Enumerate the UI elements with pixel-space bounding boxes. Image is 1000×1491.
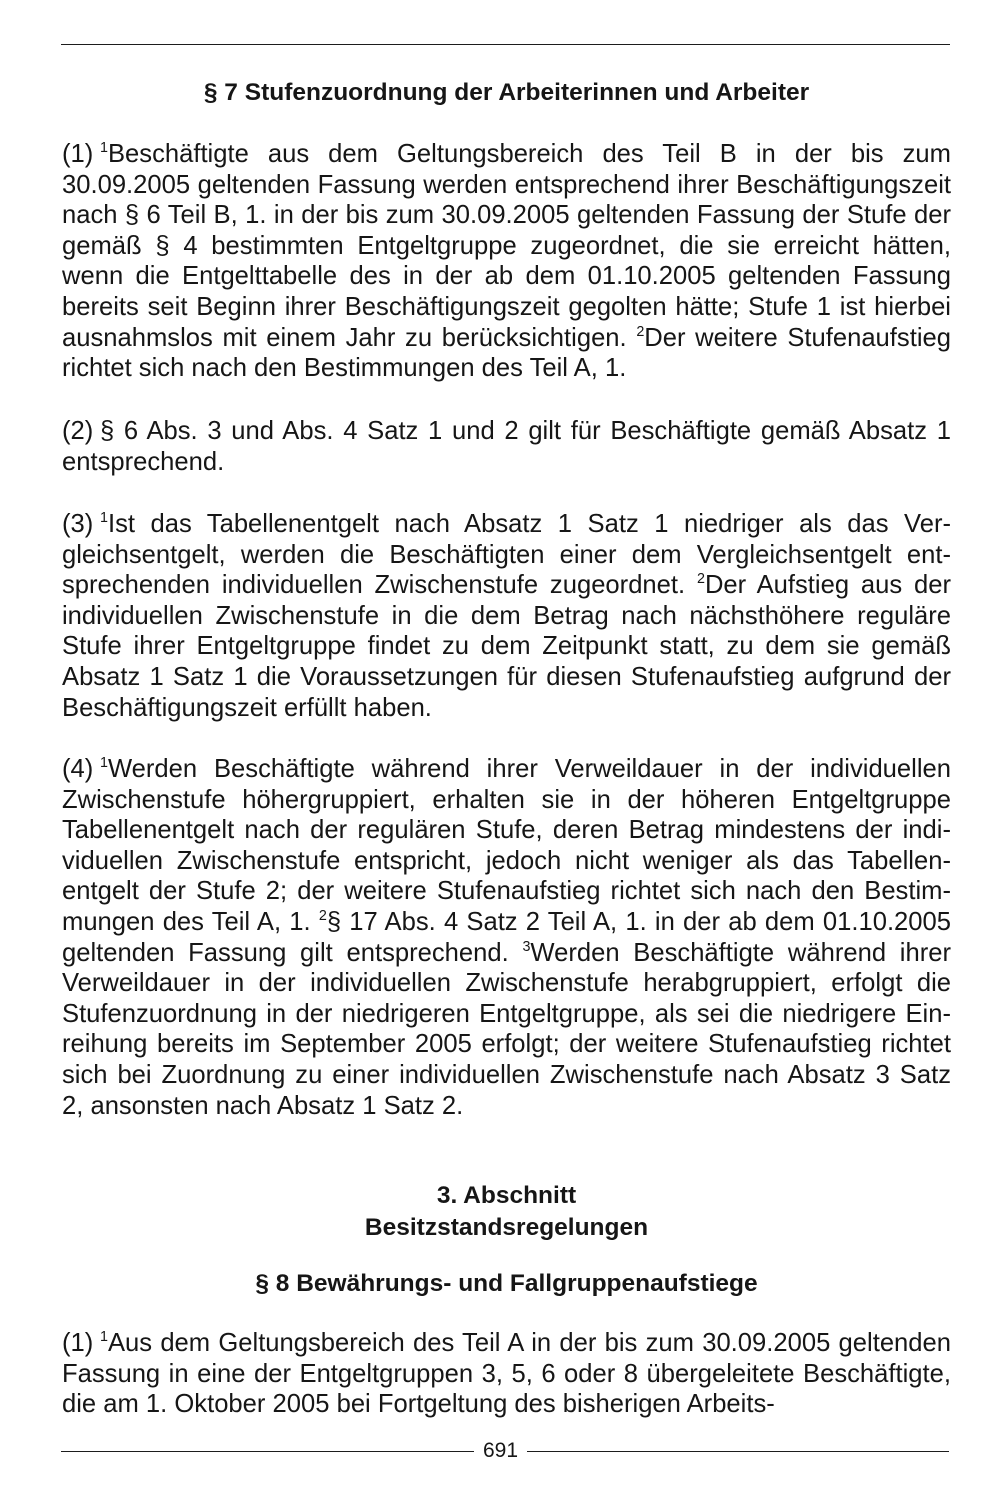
sentence-number: 1	[100, 509, 108, 526]
abschnitt-title: Besitzstandsregelungen	[364, 1213, 649, 1241]
sentence-text: Beschäftigte aus dem Geltungsbereich des Teil B in der bis zum 30.09.2005 geltenden Fassung werden entsprechend ihrer Beschäftigungszeit nach § 6 Teil B, 1. in der bis zum 30.09.2005 geltenden Fassung der Stufe der gemäß § 4 bestimmten Entgeltgruppe zugeordnet, die sie erreicht hätten, wenn die Entgelttabelle des in der ab dem 01.10.2005 geltenden Fassung bereits seit Beginn ihrer Beschäftigungszeit gegolten hätte; Stufe 1 ist hierbei ausnahmslos mit einem Jahr zu berücksichtigen.	[62, 140, 951, 352]
sentence-text: Aus dem Geltungsbereich des Teil A in der bis zum 30.09.2005 geltenden Fassung in eine der Entgeltgruppen 3, 5, 6 oder 8 übergeleitete Beschäftigte, die am 1. Oktober 2005 bei Fortgeltung des bisherigen Arbeits-	[62, 1329, 951, 1419]
sentence-number: 3	[522, 938, 531, 955]
section-8-title: § 8 Bewährungs- und Fallgruppenaufstiege	[255, 1270, 758, 1297]
section-7-title: § 7 Stufenzuordnung der Arbeiterinnen und Arbeiter	[203, 79, 810, 106]
sentence-text: § 17 Abs. 4 Satz 2 Teil A, 1. in der ab dem 01.10.2005 geltenden Fassung gilt entsprechend.	[62, 907, 951, 967]
sentence-number: 2	[696, 571, 705, 588]
footer-rule-left	[61, 1451, 474, 1452]
top-rule	[61, 44, 950, 45]
paragraph-label: (2)	[62, 417, 94, 445]
abschnitt-heading	[62, 1180, 951, 1243]
section-7-paragraph-2	[62, 416, 951, 477]
sentence-number: 2	[636, 323, 645, 340]
sentence-number: 1	[100, 754, 108, 771]
page-number: 691	[482, 1439, 519, 1462]
sentence-text: Werden Beschäftigte während ihrer Verweildauer in der individuellen Zwischenstufe höhergruppiert, erhalten sie in der höheren Entgeltgruppe Tabellenentgelt nach der regulären Stufe, deren Betrag mindestens der individuellen Zwischenstufe entspricht, jedoch nicht weniger als das Tabellenentgelt der Stufe 2; der weitere Stufenaufstieg richtet sich nach den Bestimmungen des Teil A, 1.	[62, 755, 951, 936]
sentence-number: 2	[318, 907, 327, 924]
section-7-paragraph-4	[62, 754, 951, 1121]
sentence-text: Der weitere Stufenaufstieg richtet sich nach den Bestimmungen des Teil A, 1.	[62, 323, 951, 383]
sentence-number: 1	[100, 1328, 108, 1345]
section-7-paragraph-3	[62, 509, 951, 723]
paragraph-label: (4)	[62, 755, 94, 783]
footer-rule-right	[527, 1451, 949, 1452]
paragraph-text: § 6 Abs. 3 und Abs. 4 Satz 1 und 2 gilt für Beschäftigte gemäß Absatz 1 entsprechend.	[62, 417, 951, 476]
paragraph-label: (1)	[62, 1329, 94, 1357]
sentence-text: Der Aufstieg aus der individuellen Zwischenstufe in die dem Betrag nach nächsthöhere reguläre Stufe ihrer Entgeltgruppe findet zu dem Zeitpunkt statt, zu dem sie gemäß Absatz 1 Satz 1 die Voraussetzungen für diesen Stufenaufstieg aufgrund der Beschäftigungszeit erfüllt haben.	[62, 571, 951, 722]
abschnitt-number: 3. Abschnitt	[436, 1182, 577, 1209]
section-7-paragraph-1	[62, 139, 951, 384]
paragraph-label: (3)	[62, 510, 94, 538]
paragraph-label: (1)	[62, 140, 94, 168]
sentence-number: 1	[100, 139, 108, 156]
sentence-text: Werden Beschäftigte während ihrer Verweildauer in der individuellen Zwischenstufe herabgruppiert, erfolgt die Stufenzuordnung in der niedrigeren Entgeltgruppe, als sei die niedrigere Einreihung bereits im September 2005 erfolgt; der weitere Stufenaufstieg richtet sich bei Zuordnung zu einer individuellen Zwischenstufe nach Absatz 3 Satz 2, ansonsten nach Absatz 1 Satz 2.	[62, 938, 951, 1120]
section-8-paragraph-1	[62, 1328, 951, 1420]
sentence-text: Ist das Tabellenentgelt nach Absatz 1 Satz 1 niedriger als das Vergleichsentgelt, werden die Beschäftigten einer dem Vergleichsentgelt entsprechenden individuellen Zwischenstufe zugeordnet.	[62, 510, 951, 600]
